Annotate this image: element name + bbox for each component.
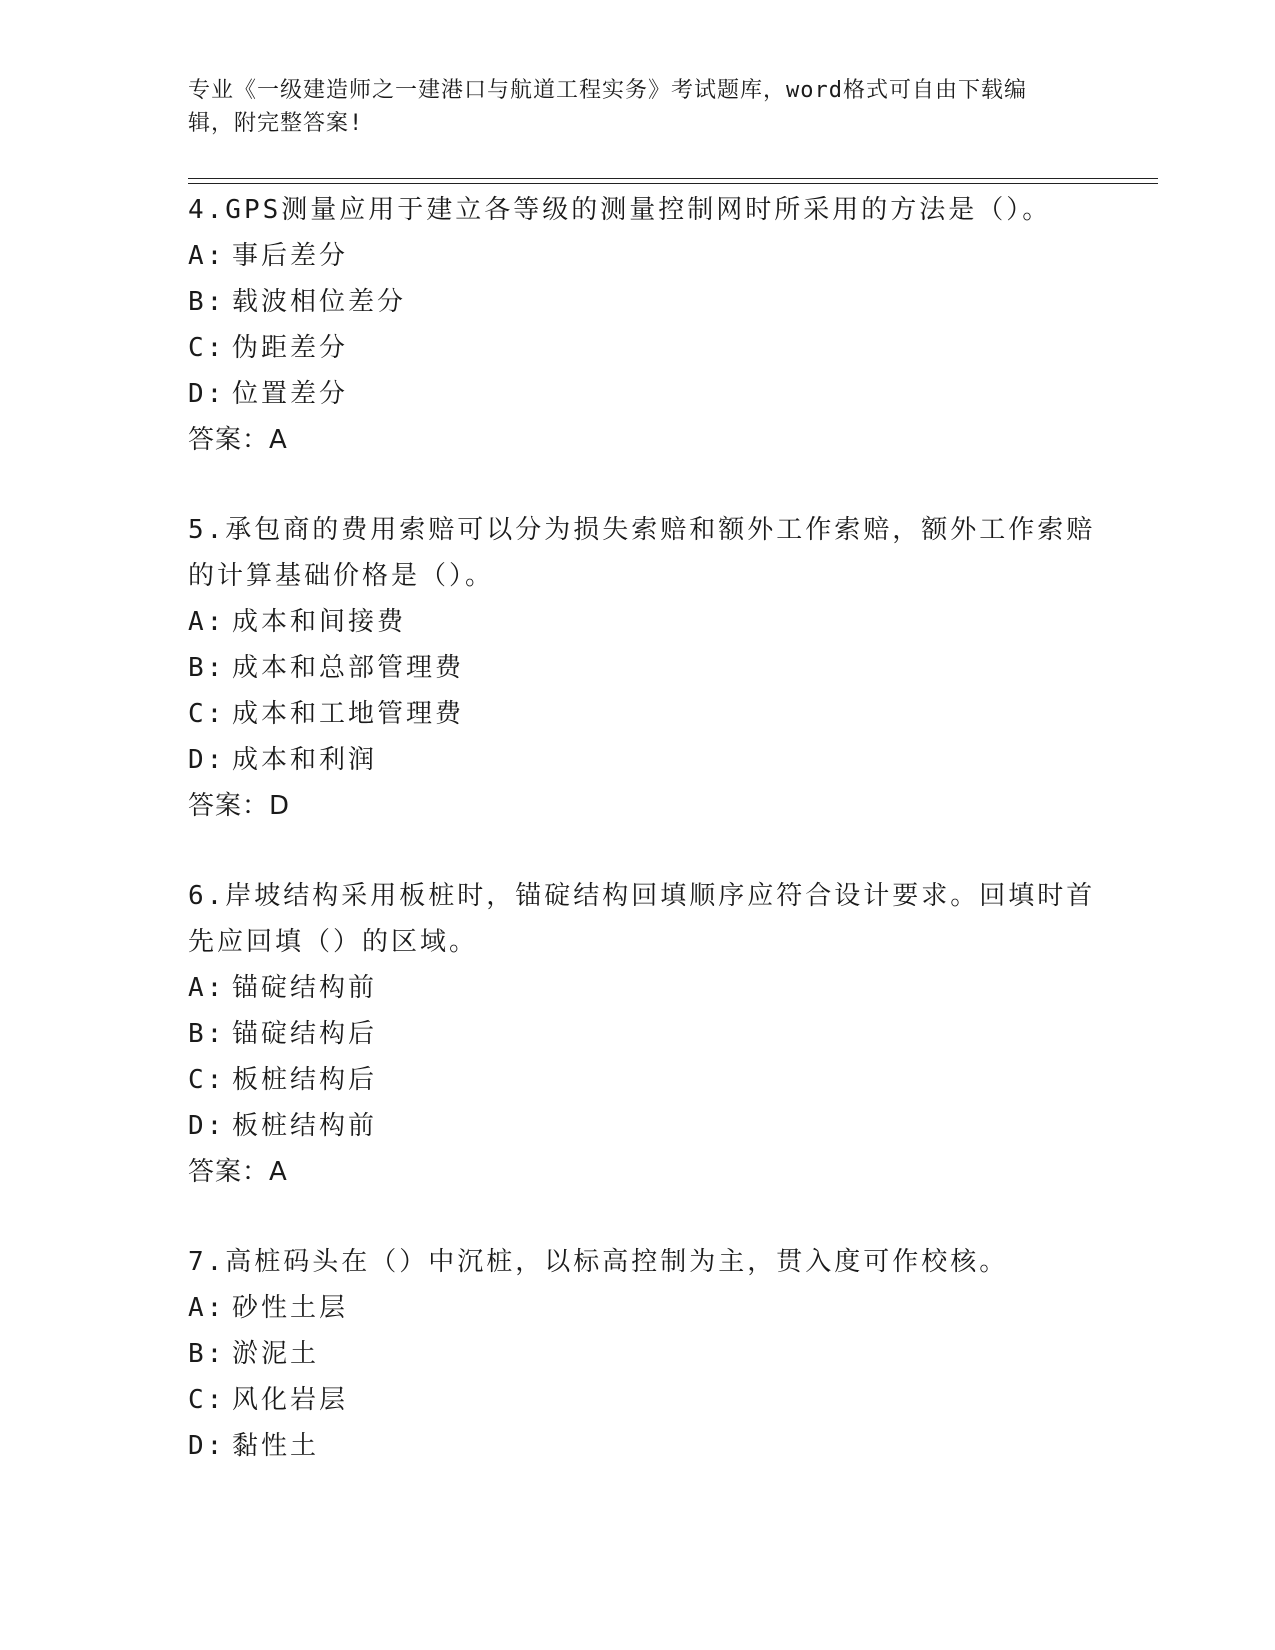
option-text: 锚碇结构后 xyxy=(232,1019,378,1049)
question-text: 6.岸坡结构采用板桩时，锚碇结构回填顺序应符合设计要求。回填时首先应回填（）的区域。 xyxy=(188,881,1096,957)
document-header: 专业《一级建造师之一建港口与航道工程实务》考试题库，word格式可自由下载编辑，附完整答案! xyxy=(188,78,1027,136)
option-text: 砂性土层 xyxy=(232,1293,349,1323)
option-b xyxy=(188,645,1108,691)
option-text: 成本和总部管理费 xyxy=(232,653,465,683)
question-list xyxy=(188,187,1108,1469)
option-key: A: xyxy=(188,1293,226,1323)
option-d xyxy=(188,1423,1108,1469)
header-divider-top xyxy=(188,178,1158,179)
option-text: 成本和间接费 xyxy=(232,607,407,637)
option-text: 成本和工地管理费 xyxy=(232,699,465,729)
question-item xyxy=(188,1239,1108,1469)
answer-line: 答案：A xyxy=(188,1157,288,1187)
option-a xyxy=(188,1285,1108,1331)
option-key: C: xyxy=(188,1065,226,1095)
option-text: 淤泥土 xyxy=(232,1339,320,1369)
question-text: 5.承包商的费用索赔可以分为损失索赔和额外工作索赔，额外工作索赔的计算基础价格是（）。 xyxy=(188,515,1096,591)
option-text: 位置差分 xyxy=(232,379,349,409)
option-c xyxy=(188,1377,1108,1423)
option-text: 锚碇结构前 xyxy=(232,973,378,1003)
option-key: B: xyxy=(188,1019,226,1049)
option-key: B: xyxy=(188,287,226,317)
option-b xyxy=(188,279,1108,325)
option-key: C: xyxy=(188,333,226,363)
question-text: 7.高桩码头在（）中沉桩，以标高控制为主，贯入度可作校核。 xyxy=(188,1247,1009,1277)
option-key: B: xyxy=(188,653,226,683)
option-text: 板桩结构前 xyxy=(232,1111,378,1141)
option-key: A: xyxy=(188,973,226,1003)
option-c xyxy=(188,1057,1108,1103)
option-key: A: xyxy=(188,241,226,271)
option-d xyxy=(188,371,1108,417)
option-key: B: xyxy=(188,1339,226,1369)
option-d xyxy=(188,737,1108,783)
option-c xyxy=(188,691,1108,737)
option-text: 黏性土 xyxy=(232,1431,320,1461)
option-key: A: xyxy=(188,607,226,637)
option-text: 风化岩层 xyxy=(232,1385,349,1415)
option-a xyxy=(188,965,1108,1011)
header-divider-bottom xyxy=(188,183,1158,184)
option-text: 板桩结构后 xyxy=(232,1065,378,1095)
option-key: C: xyxy=(188,1385,226,1415)
option-text: 事后差分 xyxy=(232,241,349,271)
option-b xyxy=(188,1011,1108,1057)
option-key: D: xyxy=(188,1431,226,1461)
option-key: C: xyxy=(188,699,226,729)
question-item xyxy=(188,187,1108,463)
option-a xyxy=(188,233,1108,279)
answer-line: 答案：A xyxy=(188,425,288,455)
option-c xyxy=(188,325,1108,371)
option-d xyxy=(188,1103,1108,1149)
question-item xyxy=(188,507,1108,829)
option-text: 成本和利润 xyxy=(232,745,378,775)
answer-line: 答案：D xyxy=(188,791,291,821)
question-text: 4.GPS测量应用于建立各等级的测量控制网时所采用的方法是（）。 xyxy=(188,195,1052,225)
option-key: D: xyxy=(188,379,226,409)
question-item xyxy=(188,873,1108,1195)
option-text: 伪距差分 xyxy=(232,333,349,363)
option-key: D: xyxy=(188,745,226,775)
option-b xyxy=(188,1331,1108,1377)
option-key: D: xyxy=(188,1111,226,1141)
option-text: 载波相位差分 xyxy=(232,287,407,317)
option-a xyxy=(188,599,1108,645)
